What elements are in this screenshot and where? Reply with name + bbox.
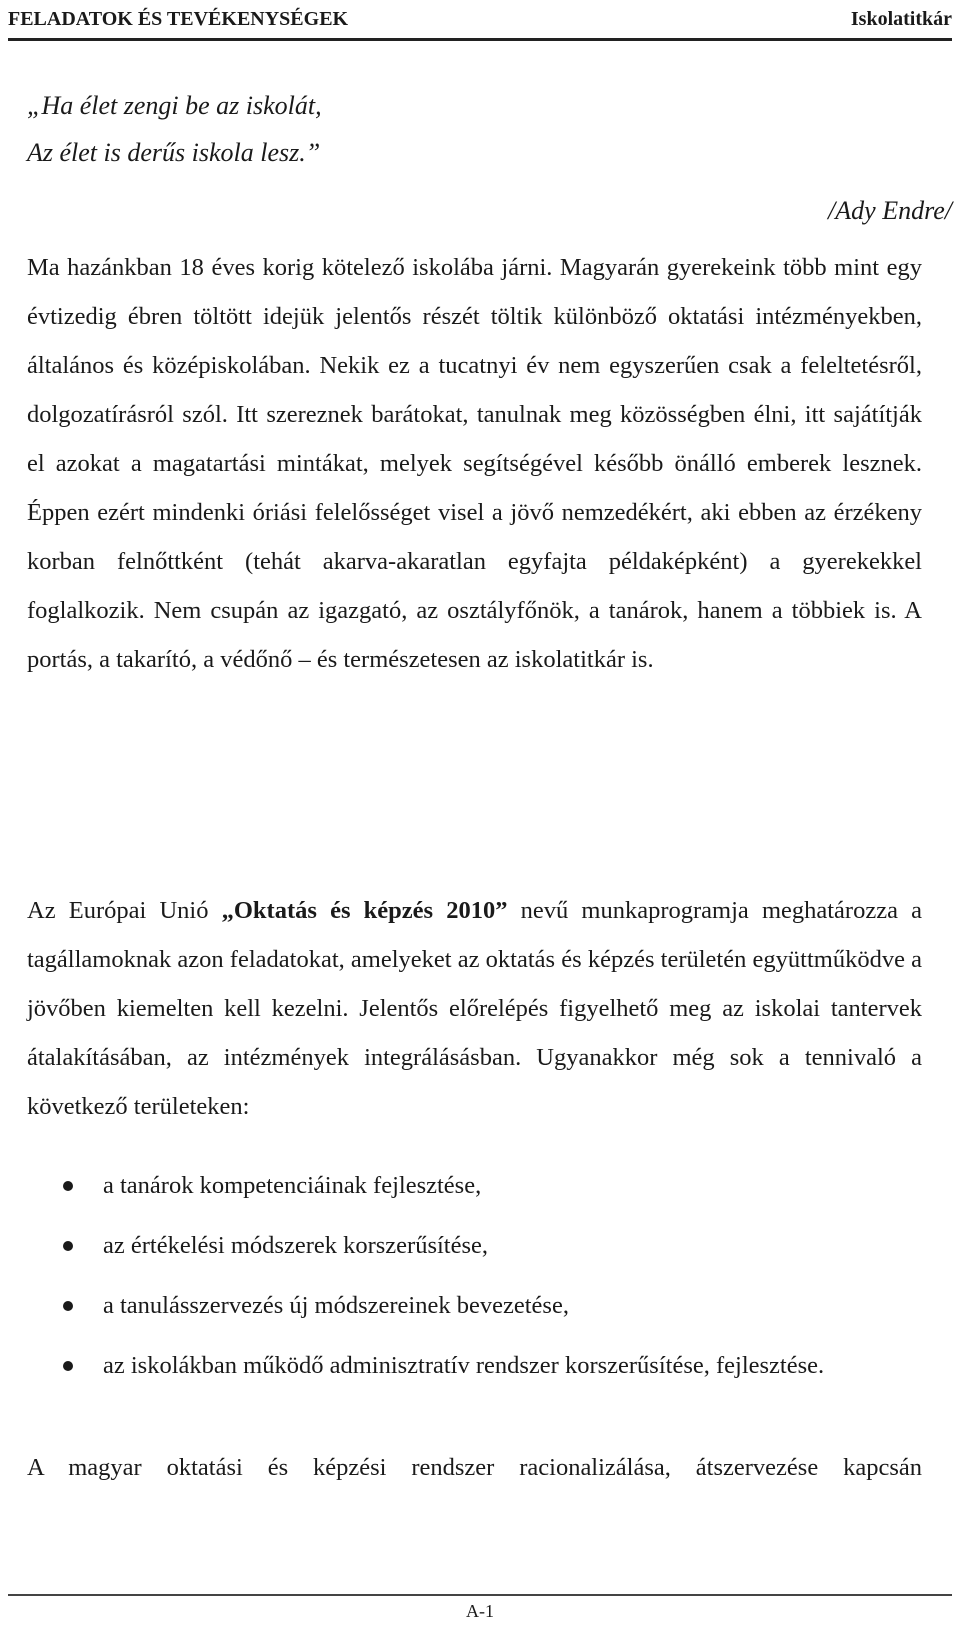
header-document-title: Iskolatitkár bbox=[850, 7, 952, 30]
page-header bbox=[8, 0, 952, 41]
body-paragraph-1: Ma hazánkban 18 éves korig kötelező iskolába járni. Magyarán gyerekeink több mint egy évtizedig ébren töltött idejük jelentős részét töltik különböző oktatási intézményekben, általános és középiskolában. Nekik ez a tucatnyi év nem egyszerűen csak a feleltetésről, dolgozatírásról szól. Itt szereznek barátokat, tanulnak meg közösségben élni, itt sajátítják el azokat a magatartási mintákat, melyek segítségével később önálló emberek lesznek. Éppen ezért mindenki óriási felelősséget visel a jövő nemzedékért, aki ebben az érzékeny korban felnőttként (tehát akarva-akaratlan egyfajta példaképként) a gyerekekkel foglalkozik. Nem csupán az igazgató, az osztályfőnök, a tanárok, hanem a többiek is. A portás, a takarító, a védőnő – és természetesen az iskolatitkár is. bbox=[27, 254, 922, 673]
list-item bbox=[27, 1221, 922, 1270]
program-name: „Oktatás és képzés 2010” bbox=[221, 897, 508, 924]
body-paragraph-2 bbox=[27, 886, 922, 1131]
bullet-icon bbox=[63, 1301, 73, 1311]
list-item-text: az iskolákban működő adminisztratív rendszer korszerűsítése, fejlesztése. bbox=[103, 1352, 825, 1379]
paragraph-2-rest: nevű munkaprogramja meghatározza a tagállamoknak azon feladatokat, amelyeket az oktatás és képzés területén együttműködve a jövőben kiemelten kell kezelni. Jelentős előrelépés figyelhető meg az iskolai tantervek átalakításában, az intézmények integrálásásban. Ugyanakkor még sok a tennivaló a következő területeken: bbox=[27, 897, 922, 1120]
list-item-text: a tanulásszervezés új módszereinek bevezetése, bbox=[103, 1292, 569, 1319]
quote-line-1: „Ha élet zengi be az iskolát, bbox=[27, 91, 322, 120]
body-paragraph-3: A magyar oktatási és képzési rendszer racionalizálása, átszervezése kapcsán bbox=[27, 1454, 922, 1481]
bullet-icon bbox=[63, 1361, 73, 1371]
epigraph-quote bbox=[27, 82, 322, 176]
bullet-icon bbox=[63, 1241, 73, 1251]
paragraph-2-intro: Az Európai Unió bbox=[27, 897, 222, 924]
quote-author: /Ady Endre/ bbox=[828, 196, 952, 225]
header-section-title: FELADATOK ÉS TEVÉKENYSÉGEK bbox=[8, 7, 349, 30]
list-item-text: a tanárok kompetenciáinak fejlesztése, bbox=[103, 1172, 482, 1199]
quote-line-2: Az élet is derűs iskola lesz.” bbox=[27, 138, 321, 167]
list-item bbox=[27, 1281, 922, 1330]
page-number: A-1 bbox=[466, 1601, 494, 1621]
list-item-text: az értékelési módszerek korszerűsítése, bbox=[103, 1232, 489, 1259]
list-item bbox=[27, 1341, 922, 1390]
task-list bbox=[27, 1161, 922, 1401]
list-item bbox=[27, 1161, 922, 1210]
footer-divider bbox=[8, 1594, 952, 1596]
bullet-icon bbox=[63, 1181, 73, 1191]
